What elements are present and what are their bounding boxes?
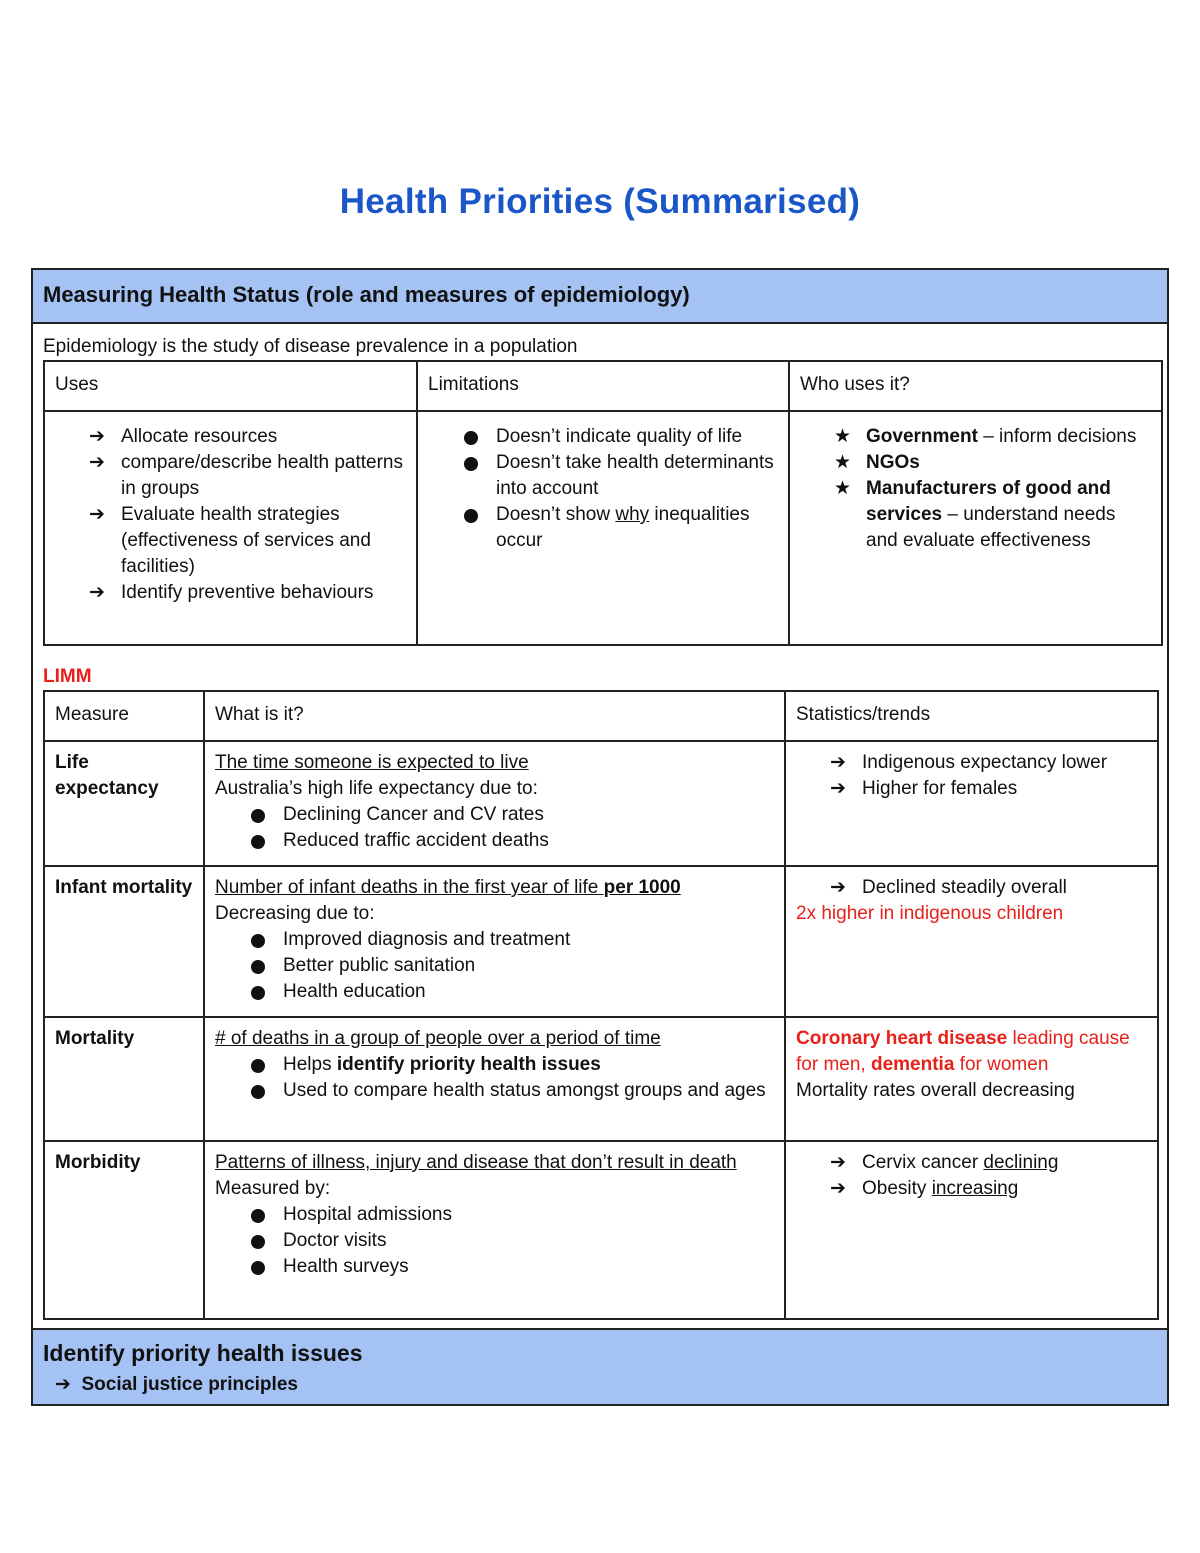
arrow-icon: ➔ [830, 877, 846, 898]
infant-stats-cell [785, 866, 1158, 1017]
list-item: Health surveys [251, 1254, 774, 1280]
arrow-icon: ➔ [830, 752, 846, 773]
bullet-icon [251, 1209, 265, 1223]
measure-morbidity: Morbidity [44, 1141, 204, 1319]
bullet-icon [251, 934, 265, 948]
table-row [44, 741, 1158, 866]
list-item: Doctor visits [251, 1228, 774, 1254]
bullet-icon [251, 835, 265, 849]
list-item: Improved diagnosis and treatment [251, 927, 774, 953]
list-item: ➔ Declined steadily overall [830, 875, 1147, 901]
arrow-icon: ➔ [55, 1374, 71, 1395]
list-item: Helps identify priority health issues [251, 1052, 774, 1078]
list-item: ➔ compare/describe health patterns in groups [89, 452, 403, 499]
bullet-icon [464, 509, 478, 523]
bullet-icon [251, 1059, 265, 1073]
uses-list [89, 424, 406, 606]
priority-heading: Identify priority health issues [43, 1340, 363, 1366]
limitations-list [464, 424, 778, 554]
list-item: ★ NGOs [834, 450, 1151, 476]
list-item: ➔ Identify preventive behaviours [89, 580, 406, 606]
list-item: ➔ Indigenous expectancy lower [830, 750, 1147, 776]
arrow-icon: ➔ [89, 582, 105, 603]
list-item: ★ Government – inform decisions [834, 424, 1151, 450]
section-heading-measuring: Measuring Health Status (role and measures of epidemiology) [33, 270, 1167, 324]
epidemiology-definition: Epidemiology is the study of disease prevalence in a population [43, 336, 578, 357]
col-header-what: What is it? [204, 691, 785, 741]
list-item: Better public sanitation [251, 953, 774, 979]
col-header-stats: Statistics/trends [785, 691, 1158, 741]
bullet-icon [464, 457, 478, 471]
table-row [44, 1141, 1158, 1319]
star-icon: ★ [834, 426, 852, 447]
list-item: Used to compare health status amongst groups and ages [251, 1078, 774, 1104]
bullet-icon [251, 1085, 265, 1099]
life-definition-cell: The time someone is expected to live Australia’s high life expectancy due to: Declining Cancer and CV rates Reduced traffic accident deaths [204, 741, 785, 866]
bullet-icon [251, 1261, 265, 1275]
arrow-icon: ➔ [830, 1152, 846, 1173]
list-item: ➔ Allocate resources [89, 424, 406, 450]
list-item: Hospital admissions [251, 1202, 774, 1228]
bullet-icon [251, 986, 265, 1000]
morbidity-stats-cell [785, 1141, 1158, 1319]
mortality-stats-cell: Coronary heart disease leading cause for men, dementia for women Mortality rates overall decreasing [785, 1017, 1158, 1141]
infant-indigenous-stat: 2x higher in indigenous children [796, 903, 1064, 924]
bullet-icon [464, 431, 478, 445]
limitations-cell [417, 411, 789, 645]
life-stats-cell [785, 741, 1158, 866]
star-icon: ★ [834, 452, 852, 473]
arrow-icon: ➔ [830, 778, 846, 799]
table-row [44, 1017, 1158, 1141]
summary-table [31, 268, 1169, 1406]
bullet-icon [251, 809, 265, 823]
col-header-limitations: Limitations [417, 361, 789, 411]
list-item: ➔ Evaluate health strategies (effectiveness of services and facilities) [89, 504, 371, 577]
arrow-icon: ➔ [89, 426, 105, 447]
list-item: Declining Cancer and CV rates [251, 802, 774, 828]
measure-infant-mortality: Infant mortality [44, 866, 204, 1017]
list-item: Doesn’t take health determinants into account [464, 450, 778, 502]
list-item: Health education [251, 979, 774, 1005]
list-item: Doesn’t show why inequalities occur [464, 502, 778, 554]
list-item: ➔ Obesity increasing [830, 1176, 1147, 1202]
arrow-icon: ➔ [830, 1178, 846, 1199]
uses-cell [44, 411, 417, 645]
epidemiology-table [43, 360, 1163, 646]
who-list [834, 424, 1151, 554]
priority-subitem: ➔ Social justice principles [55, 1374, 298, 1395]
page-title: Health Priorities (Summarised) [339, 182, 861, 221]
bullet-icon [251, 960, 265, 974]
col-header-who: Who uses it? [789, 361, 1162, 411]
limm-label: LIMM [43, 666, 92, 687]
arrow-icon: ➔ [89, 504, 105, 525]
who-cell [789, 411, 1162, 645]
col-header-uses: Uses [44, 361, 417, 411]
arrow-icon: ➔ [89, 452, 105, 473]
col-header-measure: Measure [44, 691, 204, 741]
measure-mortality: Mortality [44, 1017, 204, 1141]
list-item: ➔ Cervix cancer declining [830, 1150, 1147, 1176]
bullet-icon [251, 1235, 265, 1249]
section-heading-priority [33, 1328, 1167, 1404]
limm-table [43, 690, 1159, 1320]
list-item: Doesn’t indicate quality of life [464, 424, 778, 450]
measure-life-expectancy: Life expectancy [44, 741, 204, 866]
infant-definition-cell: Number of infant deaths in the first year of life per 1000 Decreasing due to: Improved diagnosis and treatment Better public sanitation Health education [204, 866, 785, 1017]
list-item: Reduced traffic accident deaths [251, 828, 774, 854]
table-row [44, 866, 1158, 1017]
list-item: ➔ Higher for females [830, 776, 1147, 802]
list-item: ★ Manufacturers of good and services – understand needs and evaluate effectiveness [834, 478, 1116, 551]
star-icon: ★ [834, 478, 852, 499]
morbidity-definition-cell: Patterns of illness, injury and disease that don’t result in death Measured by: Hospital admissions Doctor visits Health surveys [204, 1141, 785, 1319]
mortality-definition-cell: # of deaths in a group of people over a period of time Helps identify priority health issues Used to compare health status amongst groups and ages [204, 1017, 785, 1141]
